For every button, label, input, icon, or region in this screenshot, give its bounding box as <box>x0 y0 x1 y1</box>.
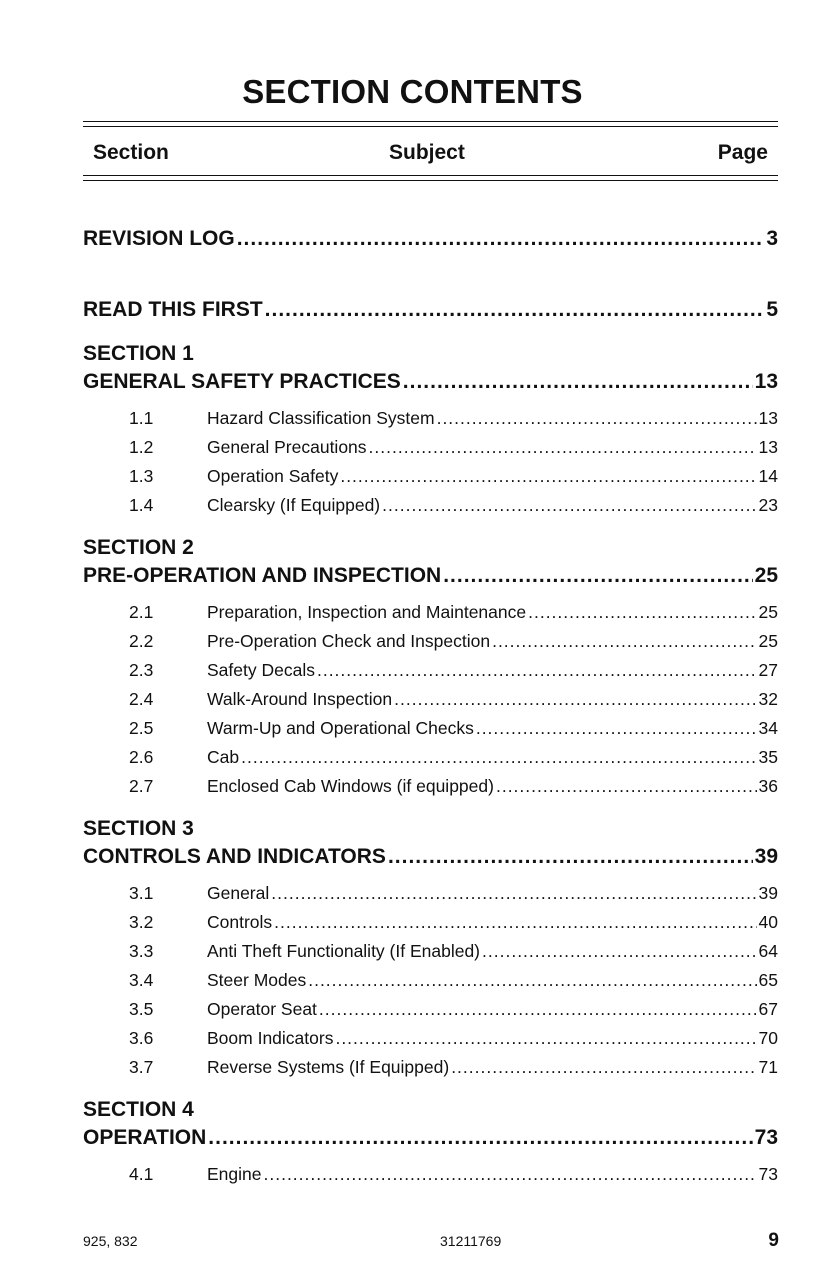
column-header-page: Page <box>717 141 768 164</box>
leader-dots <box>237 227 765 251</box>
toc-section-title: OPERATION <box>83 1126 207 1149</box>
subsection-page: 14 <box>758 466 778 486</box>
subsection-number: 3.6 <box>129 1028 154 1048</box>
leader-dots <box>443 564 752 588</box>
subsection-number: 2.4 <box>129 689 154 709</box>
subsection-page: 40 <box>758 912 778 932</box>
subsection-title: Reverse Systems (If Equipped) <box>207 1057 450 1077</box>
subsection-title: Operation Safety <box>207 466 339 486</box>
toc-subsection-entry[interactable] <box>83 689 778 710</box>
toc-section-title: PRE-OPERATION AND INSPECTION <box>83 564 442 587</box>
toc-subsection-entry[interactable] <box>83 999 778 1020</box>
toc-subsection-entry[interactable] <box>83 912 778 933</box>
subsection-title: Walk-Around Inspection <box>207 689 393 709</box>
toc-section-title: GENERAL SAFETY PRACTICES <box>83 370 401 393</box>
subsection-page: 65 <box>758 970 778 990</box>
footer-document-number: 31211769 <box>440 1233 502 1249</box>
subsection-page: 73 <box>758 1164 778 1184</box>
toc-subsection-entry[interactable] <box>83 437 778 458</box>
subsection-page: 25 <box>758 602 778 622</box>
subsection-number: 1.2 <box>129 437 154 457</box>
leader-dots <box>274 912 756 933</box>
subsection-number: 2.1 <box>129 602 154 622</box>
subsection-page: 25 <box>758 631 778 651</box>
subsection-title: Preparation, Inspection and Maintenance <box>207 602 527 622</box>
column-header-section: Section <box>93 141 169 164</box>
toc-subsection-entry[interactable] <box>83 495 778 516</box>
toc-section-page: 39 <box>754 845 778 868</box>
subsection-page: 67 <box>758 999 778 1019</box>
subsection-number: 3.3 <box>129 941 154 961</box>
subsection-page: 34 <box>758 718 778 738</box>
leader-dots <box>388 845 753 869</box>
toc-entry-title: READ THIS FIRST <box>83 298 263 321</box>
subsection-number: 3.4 <box>129 970 154 990</box>
subsection-page: 13 <box>758 437 778 457</box>
toc-subsection-entry[interactable] <box>83 466 778 487</box>
header-rule-top-1 <box>83 121 778 122</box>
leader-dots <box>492 631 756 652</box>
subsection-page: 32 <box>758 689 778 709</box>
leader-dots <box>528 602 756 623</box>
toc-entry-revision-log[interactable] <box>83 227 778 251</box>
toc-entry-page: 5 <box>766 298 778 321</box>
leader-dots <box>394 689 756 710</box>
header-rule-bottom-1 <box>83 175 778 176</box>
footer-models: 925, 832 <box>83 1233 138 1249</box>
subsection-title: Engine <box>207 1164 262 1184</box>
subsection-number: 3.2 <box>129 912 154 932</box>
subsection-title: Pre-Operation Check and Inspection <box>207 631 491 651</box>
toc-entry-read-this-first[interactable] <box>83 298 778 322</box>
subsection-number: 1.1 <box>129 408 154 428</box>
toc-subsection-entry[interactable] <box>83 883 778 904</box>
leader-dots <box>340 466 756 487</box>
column-header-subject: Subject <box>389 141 465 164</box>
subsection-number: 3.1 <box>129 883 154 903</box>
subsection-page: 70 <box>758 1028 778 1048</box>
subsection-title: Warm-Up and Operational Checks <box>207 718 474 738</box>
leader-dots <box>369 437 757 458</box>
subsection-title: Boom Indicators <box>207 1028 334 1048</box>
leader-dots <box>403 370 753 394</box>
header-rule-top-2 <box>83 126 778 127</box>
leader-dots <box>264 1164 757 1185</box>
subsection-number: 2.5 <box>129 718 154 738</box>
leader-dots <box>335 1028 756 1049</box>
subsection-number: 2.3 <box>129 660 154 680</box>
toc-subsection-entry[interactable] <box>83 660 778 681</box>
toc-subsection-entry[interactable] <box>83 602 778 623</box>
toc-subsection-entry[interactable] <box>83 776 778 797</box>
leader-dots <box>308 970 756 991</box>
subsection-title: Cab <box>207 747 240 767</box>
subsection-number: 4.1 <box>129 1164 154 1184</box>
toc-subsection-entry[interactable] <box>83 970 778 991</box>
subsection-page: 36 <box>758 776 778 796</box>
leader-dots <box>265 298 765 322</box>
toc-subsection-entry[interactable] <box>83 718 778 739</box>
toc-entry-page: 3 <box>766 227 778 250</box>
section-label: SECTION 1 <box>83 342 194 365</box>
subsection-number: 1.4 <box>129 495 154 515</box>
subsection-page: 64 <box>758 941 778 961</box>
toc-section-entry[interactable] <box>83 370 778 394</box>
leader-dots <box>476 718 757 739</box>
footer-page-number: 9 <box>768 1230 779 1251</box>
leader-dots <box>319 999 757 1020</box>
subsection-number: 2.2 <box>129 631 154 651</box>
toc-subsection-entry[interactable] <box>83 408 778 429</box>
subsection-title: General Precautions <box>207 437 367 457</box>
header-rule-bottom-2 <box>83 180 778 181</box>
leader-dots <box>208 1126 752 1150</box>
toc-subsection-entry[interactable] <box>83 747 778 768</box>
leader-dots <box>437 408 757 429</box>
subsection-title: Steer Modes <box>207 970 307 990</box>
toc-section-page: 25 <box>754 564 778 587</box>
subsection-page: 35 <box>758 747 778 767</box>
toc-entry-title: REVISION LOG <box>83 227 235 250</box>
leader-dots <box>317 660 757 681</box>
toc-section-page: 13 <box>754 370 778 393</box>
subsection-page: 71 <box>758 1057 778 1077</box>
subsection-title: General <box>207 883 270 903</box>
subsection-page: 13 <box>758 408 778 428</box>
subsection-number: 3.5 <box>129 999 154 1019</box>
subsection-page: 39 <box>758 883 778 903</box>
subsection-title: Hazard Classification System <box>207 408 435 428</box>
leader-dots <box>382 495 756 516</box>
toc-section-entry[interactable] <box>83 564 778 588</box>
toc-section-page: 73 <box>754 1126 778 1149</box>
toc-subsection-entry[interactable] <box>83 1028 778 1049</box>
subsection-title: Enclosed Cab Windows (if equipped) <box>207 776 494 796</box>
toc-subsection-entry[interactable] <box>83 631 778 652</box>
toc-section-entry[interactable] <box>83 1126 778 1150</box>
page-title: SECTION CONTENTS <box>242 73 583 110</box>
section-label: SECTION 4 <box>83 1098 194 1121</box>
leader-dots <box>482 941 757 962</box>
subsection-title: Clearsky (If Equipped) <box>207 495 381 515</box>
section-label: SECTION 2 <box>83 536 194 559</box>
toc-subsection-entry[interactable] <box>83 1057 778 1078</box>
subsection-number: 3.7 <box>129 1057 154 1077</box>
subsection-title: Safety Decals <box>207 660 315 680</box>
leader-dots <box>451 1057 756 1078</box>
subsection-title: Anti Theft Functionality (If Enabled) <box>207 941 481 961</box>
subsection-number: 1.3 <box>129 466 154 486</box>
section-label: SECTION 3 <box>83 817 194 840</box>
subsection-title: Operator Seat <box>207 999 317 1019</box>
subsection-number: 2.6 <box>129 747 154 767</box>
toc-subsection-entry[interactable] <box>83 941 778 962</box>
toc-section-title: CONTROLS AND INDICATORS <box>83 845 386 868</box>
subsection-title: Controls <box>207 912 273 932</box>
subsection-number: 2.7 <box>129 776 154 796</box>
leader-dots <box>496 776 757 797</box>
toc-subsection-entry[interactable] <box>83 1164 778 1185</box>
toc-section-entry[interactable] <box>83 845 778 869</box>
leader-dots <box>241 747 756 768</box>
leader-dots <box>271 883 756 904</box>
subsection-page: 27 <box>758 660 778 680</box>
subsection-page: 23 <box>758 495 778 515</box>
